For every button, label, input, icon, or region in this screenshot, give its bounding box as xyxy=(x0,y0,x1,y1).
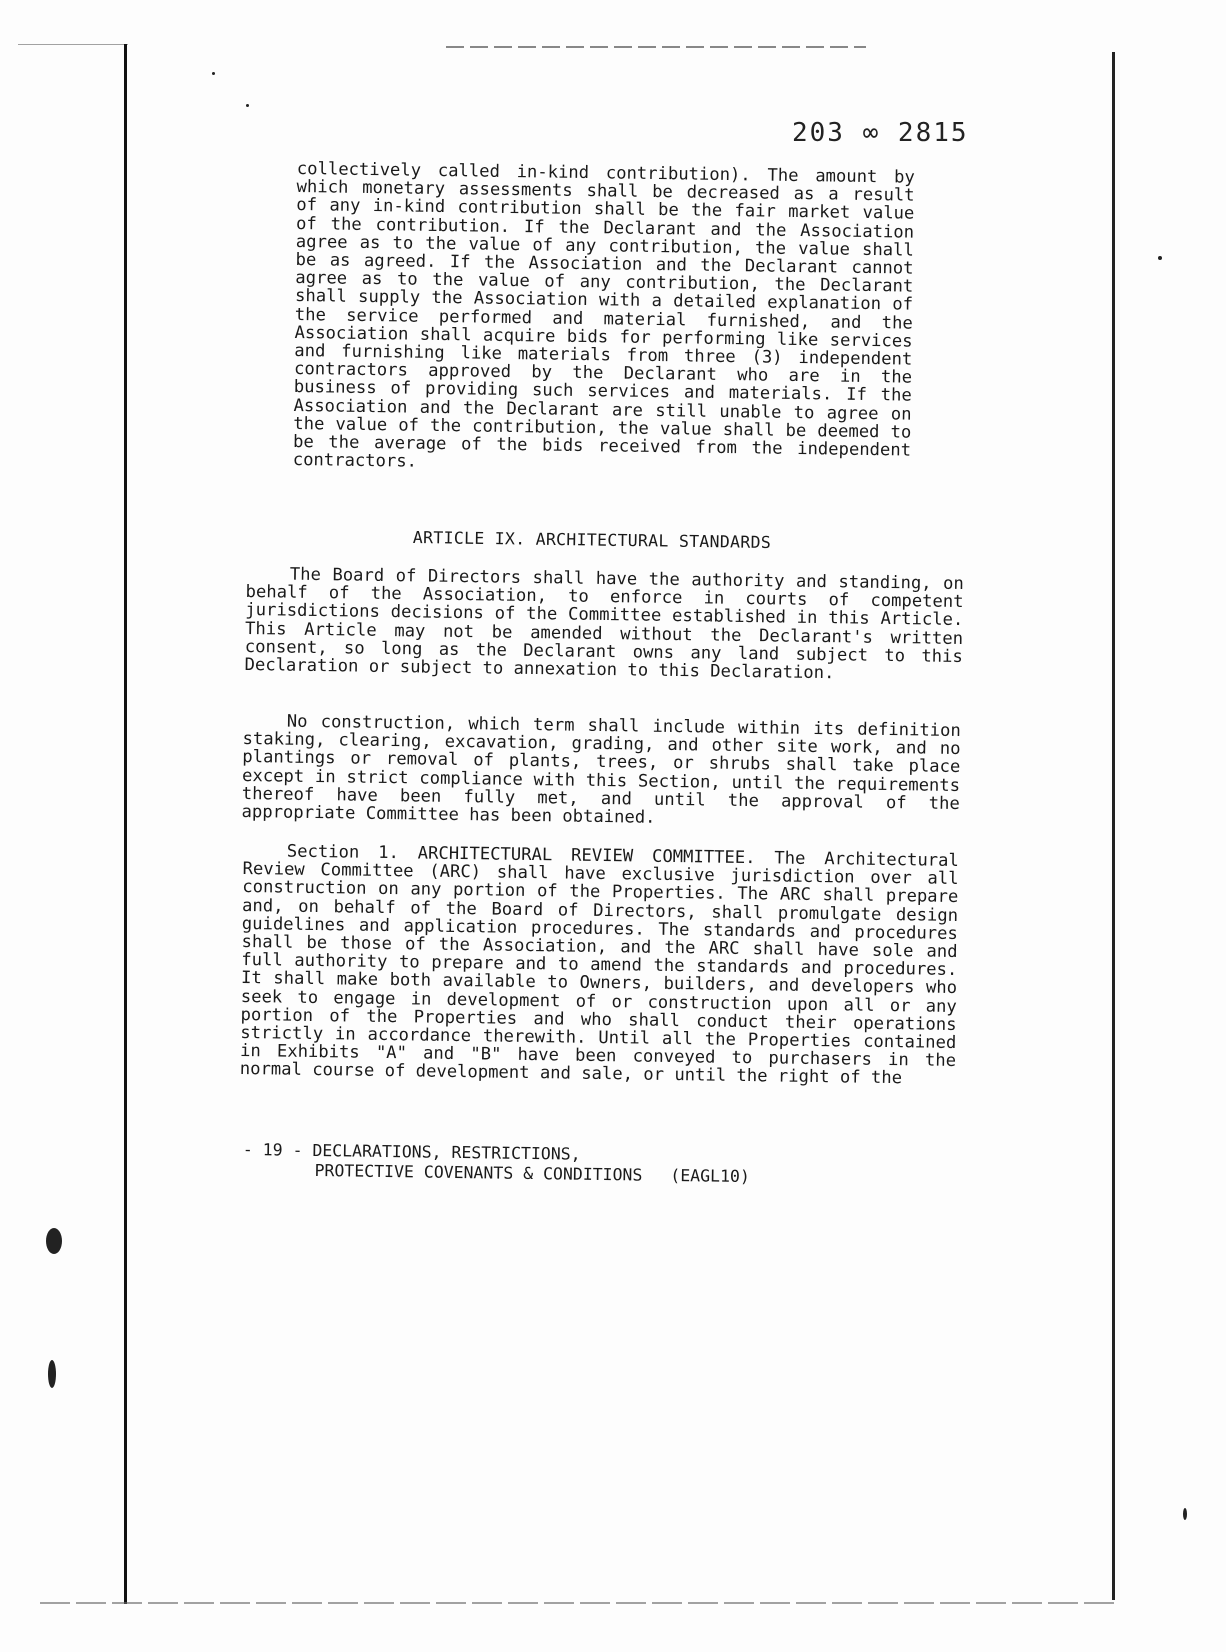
paragraph-text: No construction, which term shall include within its definition staking, clearing, excavation, grading, and other site work, and no plantings or removal of plants, trees, or shrubs shall take place except in strict compliance with this Section, until the requirements thereof have been fully met, and until the approval of the appropriate Committee has been obtained. xyxy=(241,711,961,828)
scan-edge-top-left xyxy=(18,44,128,45)
scan-speck xyxy=(46,1228,62,1254)
scan-speck xyxy=(246,104,249,107)
page-footer xyxy=(242,1140,750,1187)
scan-border-left xyxy=(124,44,127,1604)
scan-edge-bottom xyxy=(40,1602,1120,1604)
scan-speck xyxy=(1158,256,1162,260)
paragraph-text: The Board of Directors shall have the authority and standing, on behalf of the Association, to enforce in courts of competent jurisdictions decisions of the Committee established in this Article. This Article may not be amended without the Declarant's written consent, so long as the Declarant owns any land subject to this Declaration or subject to annexation to this Declaration. xyxy=(244,564,964,684)
no-construction-paragraph xyxy=(241,712,960,831)
scan-speck xyxy=(212,72,215,75)
scan-edge-top xyxy=(446,46,866,48)
article-heading: ARTICLE IX. ARCHITECTURAL STANDARDS xyxy=(412,528,772,552)
board-authority-paragraph xyxy=(244,565,963,684)
paragraph-text: collectively called in-kind contribution). The amount by which monetary assessments shall be decreased as a result of any in-kind contribution shall be the fair market value of the contribution. If the Declarant and the Association agree as to the value of any contribution, the value shall be as agreed. If the Association and the Declarant cannot agree as to the value of any contribution, the Declarant shall supply the Association with a detailed explanation of the service performed and material furnished, and the Association shall acquire bids for performing like services and furnishing like materials from three (3) independent contractors approved by the Declarant who are in the business of providing such services and materials. If the Association and the Declarant are still unable to agree on the value of the contribution, the value shall be deemed to be the average of the bids received from the independent contractors. xyxy=(292,159,915,472)
page-number: 203 ∞ 2815 xyxy=(792,118,969,148)
paragraph-text: Section 1. ARCHITECTURAL REVIEW COMMITTEE. The Architectural Review Committee (ARC) shall have exclusive jurisdiction over all construction on any portion of the Properties. The ARC shall prepare and, on behalf of the Board of Directors, shall promulgate design guidelines and application procedures. The standards and procedures shall be those of the Association, and the ARC shall have sole and full authority to prepare and to amend the standards and procedures. It shall make both available to Owners, builders, and developers who seek to engage in development of or construction upon all or any portion of the Properties and who shall conduct their operations strictly in accordance therewith. Until all the Properties contained in Exhibits "A" and "B" have been conveyed to purchasers in the normal course of development and sale, or until the right of the xyxy=(239,841,959,1089)
continuation-paragraph xyxy=(293,160,915,478)
footer-title: PROTECTIVE COVENANTS & CONDITIONS xyxy=(314,1161,643,1185)
footer-line-1: - 19 - DECLARATIONS, RESTRICTIONS, xyxy=(242,1140,581,1164)
scan-border-right xyxy=(1112,52,1115,1600)
section-1-paragraph xyxy=(240,842,959,1089)
scan-speck xyxy=(1183,1508,1187,1520)
scan-speck xyxy=(48,1360,56,1388)
footer-document-code: (EAGL10) xyxy=(670,1165,750,1187)
